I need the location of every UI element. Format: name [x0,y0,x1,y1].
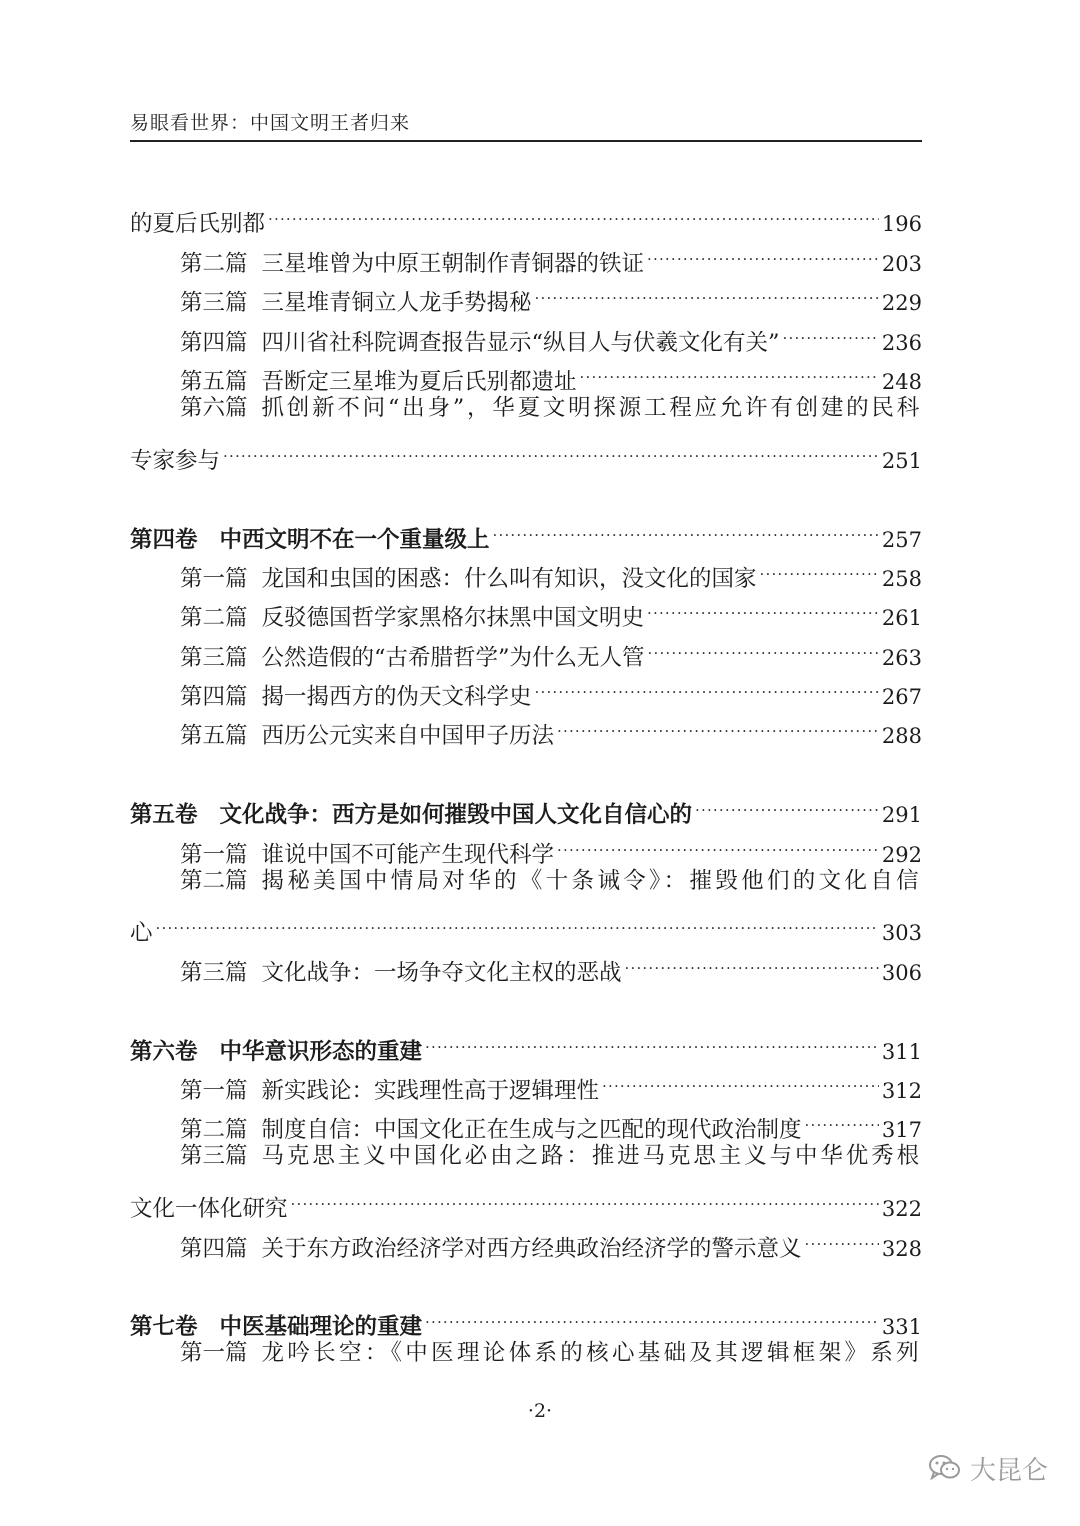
dot-leader [268,192,879,231]
toc-page-number: 261 [881,606,922,631]
toc-entry-label [180,1072,599,1111]
toc-volume-entry[interactable] [130,783,922,829]
watermark [928,1446,1048,1490]
toc-title: 揭一揭西方的伪天文科学史 [261,684,532,711]
dot-leader [156,901,879,940]
toc-page-number: 303 [881,921,922,946]
dot-leader [602,1059,879,1098]
toc-page-number: 263 [881,645,922,670]
toc-entry-label [130,521,490,560]
toc-part-label: 第三篇 [180,290,248,317]
toc-entry[interactable] [130,1177,922,1223]
toc-page-number: 306 [881,960,922,985]
dot-leader [647,586,879,625]
toc-part-label: 第二篇 [180,1117,248,1144]
toc-part-label: 第三篇 [180,959,248,986]
dot-leader [783,310,879,349]
toc-entry-label [180,599,644,638]
toc-page-number: 311 [881,1039,922,1064]
toc-part-label: 第三篇 [180,644,248,671]
toc-part-label: 第四篇 [180,1235,248,1262]
toc-page-number: 292 [881,842,922,867]
toc-title: 专家参与 [130,447,221,474]
dot-leader [223,428,879,467]
toc-entry[interactable] [130,389,922,428]
toc-title: 新实践论：实践理性高于逻辑理性 [261,1077,600,1104]
dot-leader [425,1295,879,1334]
toc-title: 文化战争：西方是如何摧毁中国人文化自信心的 [219,802,693,829]
toc-page-number: 251 [881,448,922,473]
header-rule [130,140,922,142]
toc-entry-label [180,1334,922,1373]
toc-entry[interactable] [130,1334,922,1373]
page-number: ·2· [527,1400,553,1422]
toc-title: 龙国和虫国的困惑：什么叫有知识，没文化的国家 [261,565,757,592]
running-header: 易眼看世界：中国文明王者归来 [130,112,411,134]
toc-entry-label [180,954,622,993]
toc-page-number: 322 [881,1197,922,1222]
toc-title: 马克思主义中国化必由之路：推进马克思主义与中华优秀根 [261,1143,922,1170]
toc-part-label: 第四篇 [180,329,248,356]
dot-leader [695,783,879,822]
toc-part-label: 第六卷 [130,1038,198,1065]
toc-page-number: 229 [881,291,922,316]
wechat-icon [928,1453,962,1483]
toc-entry-label [180,284,532,323]
toc-title: 文化战争：一场争夺文化主权的恶战 [261,959,622,986]
toc-title: 四川省社科院调查报告显示“纵目人与伏羲文化有关” [261,329,780,356]
toc-title: 谁说中国不可能产生现代科学 [261,841,555,868]
toc-part-label: 第三篇 [180,1143,248,1170]
dot-leader [805,1098,879,1137]
watermark-text: 大昆仑 [970,1455,1049,1486]
toc-title: 中医基础理论的重建 [219,1314,423,1341]
toc-volume-entry[interactable] [130,1019,922,1065]
toc-part-label: 第一篇 [180,565,248,592]
toc-part-label: 第二篇 [180,605,248,632]
toc-volume-entry[interactable] [130,1295,922,1341]
toc-part-label: 第五卷 [130,802,198,829]
dot-leader [625,940,879,979]
toc-entry-label [130,914,153,953]
toc-page-number: 257 [881,527,922,552]
toc-page-number: 288 [881,724,922,749]
toc-entry-label [180,1137,922,1176]
toc-part-label: 第四篇 [180,684,248,711]
toc-title: 三星堆青铜立人龙手势揭秘 [261,290,532,317]
dot-leader [805,1216,879,1255]
toc-entry[interactable] [130,940,922,986]
toc-title: 文化一体化研究 [130,1196,288,1223]
toc-entry-label [130,1033,422,1072]
toc-title: 制度自信：中国文化正在生成与之匹配的现代政治制度 [261,1117,802,1144]
toc-page-number: 312 [881,1078,922,1103]
toc-title: 吾断定三星堆为夏后氏别都遗址 [261,368,577,395]
toc-entry-label [130,1190,288,1229]
toc-entry-label [130,205,265,244]
toc-entry[interactable] [130,1137,922,1176]
toc-entry[interactable] [130,901,922,947]
toc-part-label: 第六篇 [180,394,248,421]
toc-title: 关于东方政治经济学对西方经典政治经济学的警示意义 [261,1235,802,1262]
toc-entry-label [180,717,554,756]
toc-title: 中西文明不在一个重量级上 [219,526,490,553]
toc-entry[interactable] [130,192,922,238]
dot-leader [580,350,879,389]
toc-page-number: 317 [881,1118,922,1143]
toc-title: 揭秘美国中情局对华的《十条诫令》：摧毁他们的文化自信 [261,867,922,894]
toc-title: 三星堆曾为中原王朝制作青铜器的铁证 [261,250,645,277]
dot-leader [425,1019,879,1058]
toc-title: 的夏后氏别都 [130,211,266,238]
toc-page-number: 258 [881,566,922,591]
toc-part-label: 第一篇 [180,1077,248,1104]
dot-leader [557,704,879,743]
toc-title: 西历公元实来自中国甲子历法 [261,723,555,750]
toc-entry[interactable] [130,428,922,474]
dot-leader [648,625,879,664]
toc-entry-label [180,862,922,901]
toc-title: 中华意识形态的重建 [219,1038,423,1065]
toc-entry-label [180,389,922,428]
dot-leader [647,231,879,270]
toc-part-label: 第一篇 [180,1340,248,1367]
toc-entry-label [130,442,220,481]
toc-part-label: 第四卷 [130,526,198,553]
toc-entry-label [180,1230,802,1269]
toc-part-label: 第二篇 [180,867,248,894]
toc-part-label: 第一篇 [180,841,248,868]
dot-leader [493,507,879,546]
toc-title: 龙吟长空：《中医理论体系的核心基础及其逻辑框架》系列 [261,1340,922,1367]
toc-part-label: 第五篇 [180,723,248,750]
dot-leader [535,665,879,704]
toc-title: 心 [130,920,153,947]
toc-volume-entry[interactable] [130,507,922,553]
dot-leader [535,271,879,310]
toc-page-number: 203 [881,251,922,276]
toc-page-number: 328 [881,1236,922,1261]
toc-title: 反驳德国哲学家黑格尔抹黑中国文明史 [261,605,645,632]
toc-part-label: 第七卷 [130,1314,198,1341]
toc-page-number: 267 [881,685,922,710]
toc-part-label: 第二篇 [180,250,248,277]
toc-page-number: 248 [881,369,922,394]
toc-page-number: 236 [881,330,922,355]
toc-entry[interactable] [130,862,922,901]
table-of-contents [130,192,922,1374]
toc-page-number: 291 [881,803,922,828]
toc-part-label: 第五篇 [180,368,248,395]
toc-title: 公然造假的“古希腊哲学”为什么无人管 [261,644,645,671]
dot-leader [291,1177,879,1216]
toc-entry-label [180,678,532,717]
toc-page-number: 331 [881,1315,922,1340]
dot-leader [557,822,879,861]
dot-leader [760,547,879,586]
toc-page-number: 196 [881,212,922,237]
toc-title: 抓创新不问“出身”，华夏文明探源工程应允许有创建的民科 [261,394,922,421]
section-gap [130,468,922,507]
